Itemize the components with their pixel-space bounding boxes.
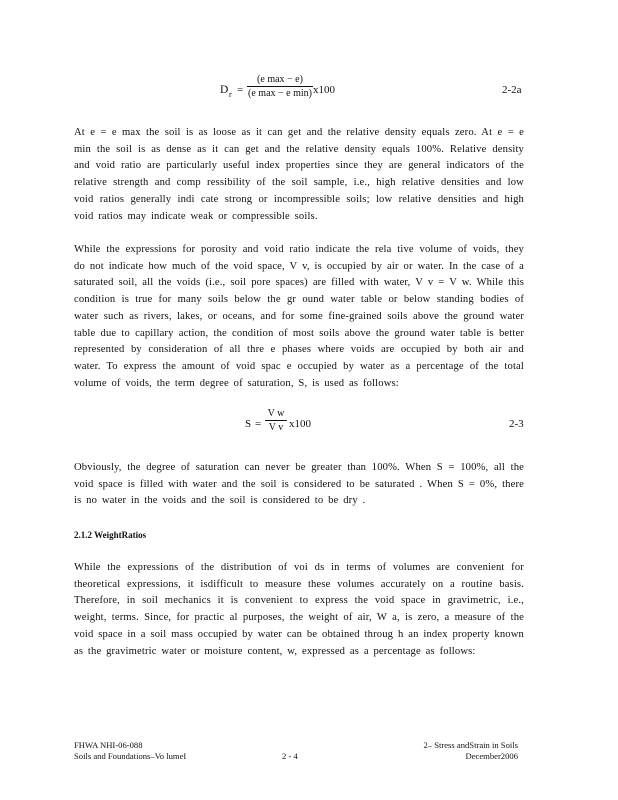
paragraph-relative-density: At e = e max the soil is as loose as it can get and the relative density equals zero. At e = e min the soil is as dense as it can get and the relative density equals 100%. Relative density and void ratio are particularly useful index properties since they are general indicators of the relative strength and comp ressibility of the soil sample, i.e., high relative densities and low void ratios generally indi cate strong or incompressible soils; low relative densities and high void ratios may indicate weak or compressible soils.	[74, 127, 524, 222]
eq-lhs: D	[220, 84, 229, 96]
equation-number-2-3: 2-3	[509, 418, 524, 430]
footer-chapter-title: 2– Stress andStrain in Soils	[423, 740, 518, 750]
eq-fraction	[265, 408, 287, 433]
eq-denominator: V v	[268, 422, 284, 433]
equation-2-3	[245, 408, 325, 442]
equation-2-2a	[220, 74, 360, 108]
footer-right	[410, 740, 518, 762]
eq-lhs-sub: r	[229, 90, 232, 99]
paragraph-weight-ratios: While the expressions of the distribution of voi ds in terms of volumes are convenient for theoretical expressions, it isdifficult to measure these volumes accurately on a routine basis. Therefore, in soil mechanics it is convenient to express the void space in gravimetric, i.e., weight, terms. Since, for practic al purposes, the weight of air, W a, is zero, a measure of the void space in a soil mass occupied by water can be obtained throug h an index property known as the gravimetric water or moisture content, w, expressed as a percentage as follows:	[74, 562, 524, 657]
eq-numerator: V w	[265, 408, 287, 421]
eq-multiplier: x100	[289, 418, 311, 430]
eq-multiplier: x100	[313, 84, 335, 96]
eq-numerator: (e max − e)	[247, 74, 313, 87]
page-number: 2 - 4	[282, 751, 298, 761]
paragraph-degree-of-saturation: While the expressions for porosity and void ratio indicate the rela tive volume of voids, they do not indicate how much of the void space, V v, is occupied by air or water. In the case of a saturated soil, all the voids (i.e., soil pore spaces) are filled with water, V v = V w. While this condition is true for many soils below the gr ound water table or below standing bodies of water such as rivers, lakes, or oceans, and for some fine-grained soils above the ground water table due to capillary action, the condition of most soils above the ground water table is better represented by consideration of all thre e phases where voids are occupied by both air and water. To express the amount of void spac e occupied by water as a percentage of the total volume of voids, the term degree of saturation, S, is used as follows:	[74, 244, 524, 389]
equation-number-2-2a: 2-2a	[502, 84, 522, 96]
eq-equals: =	[255, 418, 262, 430]
footer-volume-title: Soils and Foundations–Vo lumeI	[74, 751, 187, 761]
section-heading: 2.1.2 WeightRatios	[74, 530, 147, 540]
eq-equals: =	[237, 84, 244, 96]
footer-date: December2006	[465, 751, 518, 761]
footer-document-id: FHWA NHI-06-088	[74, 740, 143, 750]
footer-left	[74, 740, 186, 762]
eq-fraction	[247, 74, 313, 99]
eq-denominator: (e max − e min)	[248, 88, 312, 99]
paragraph-saturation-limits: Obviously, the degree of saturation can never be greater than 100%. When S = 100%, all the void space is filled with water and the soil is considered to be saturated . When S = 0%, there is no water in the voids and the soil is considered to be dry .	[74, 462, 524, 507]
eq-lhs: S	[245, 418, 252, 430]
